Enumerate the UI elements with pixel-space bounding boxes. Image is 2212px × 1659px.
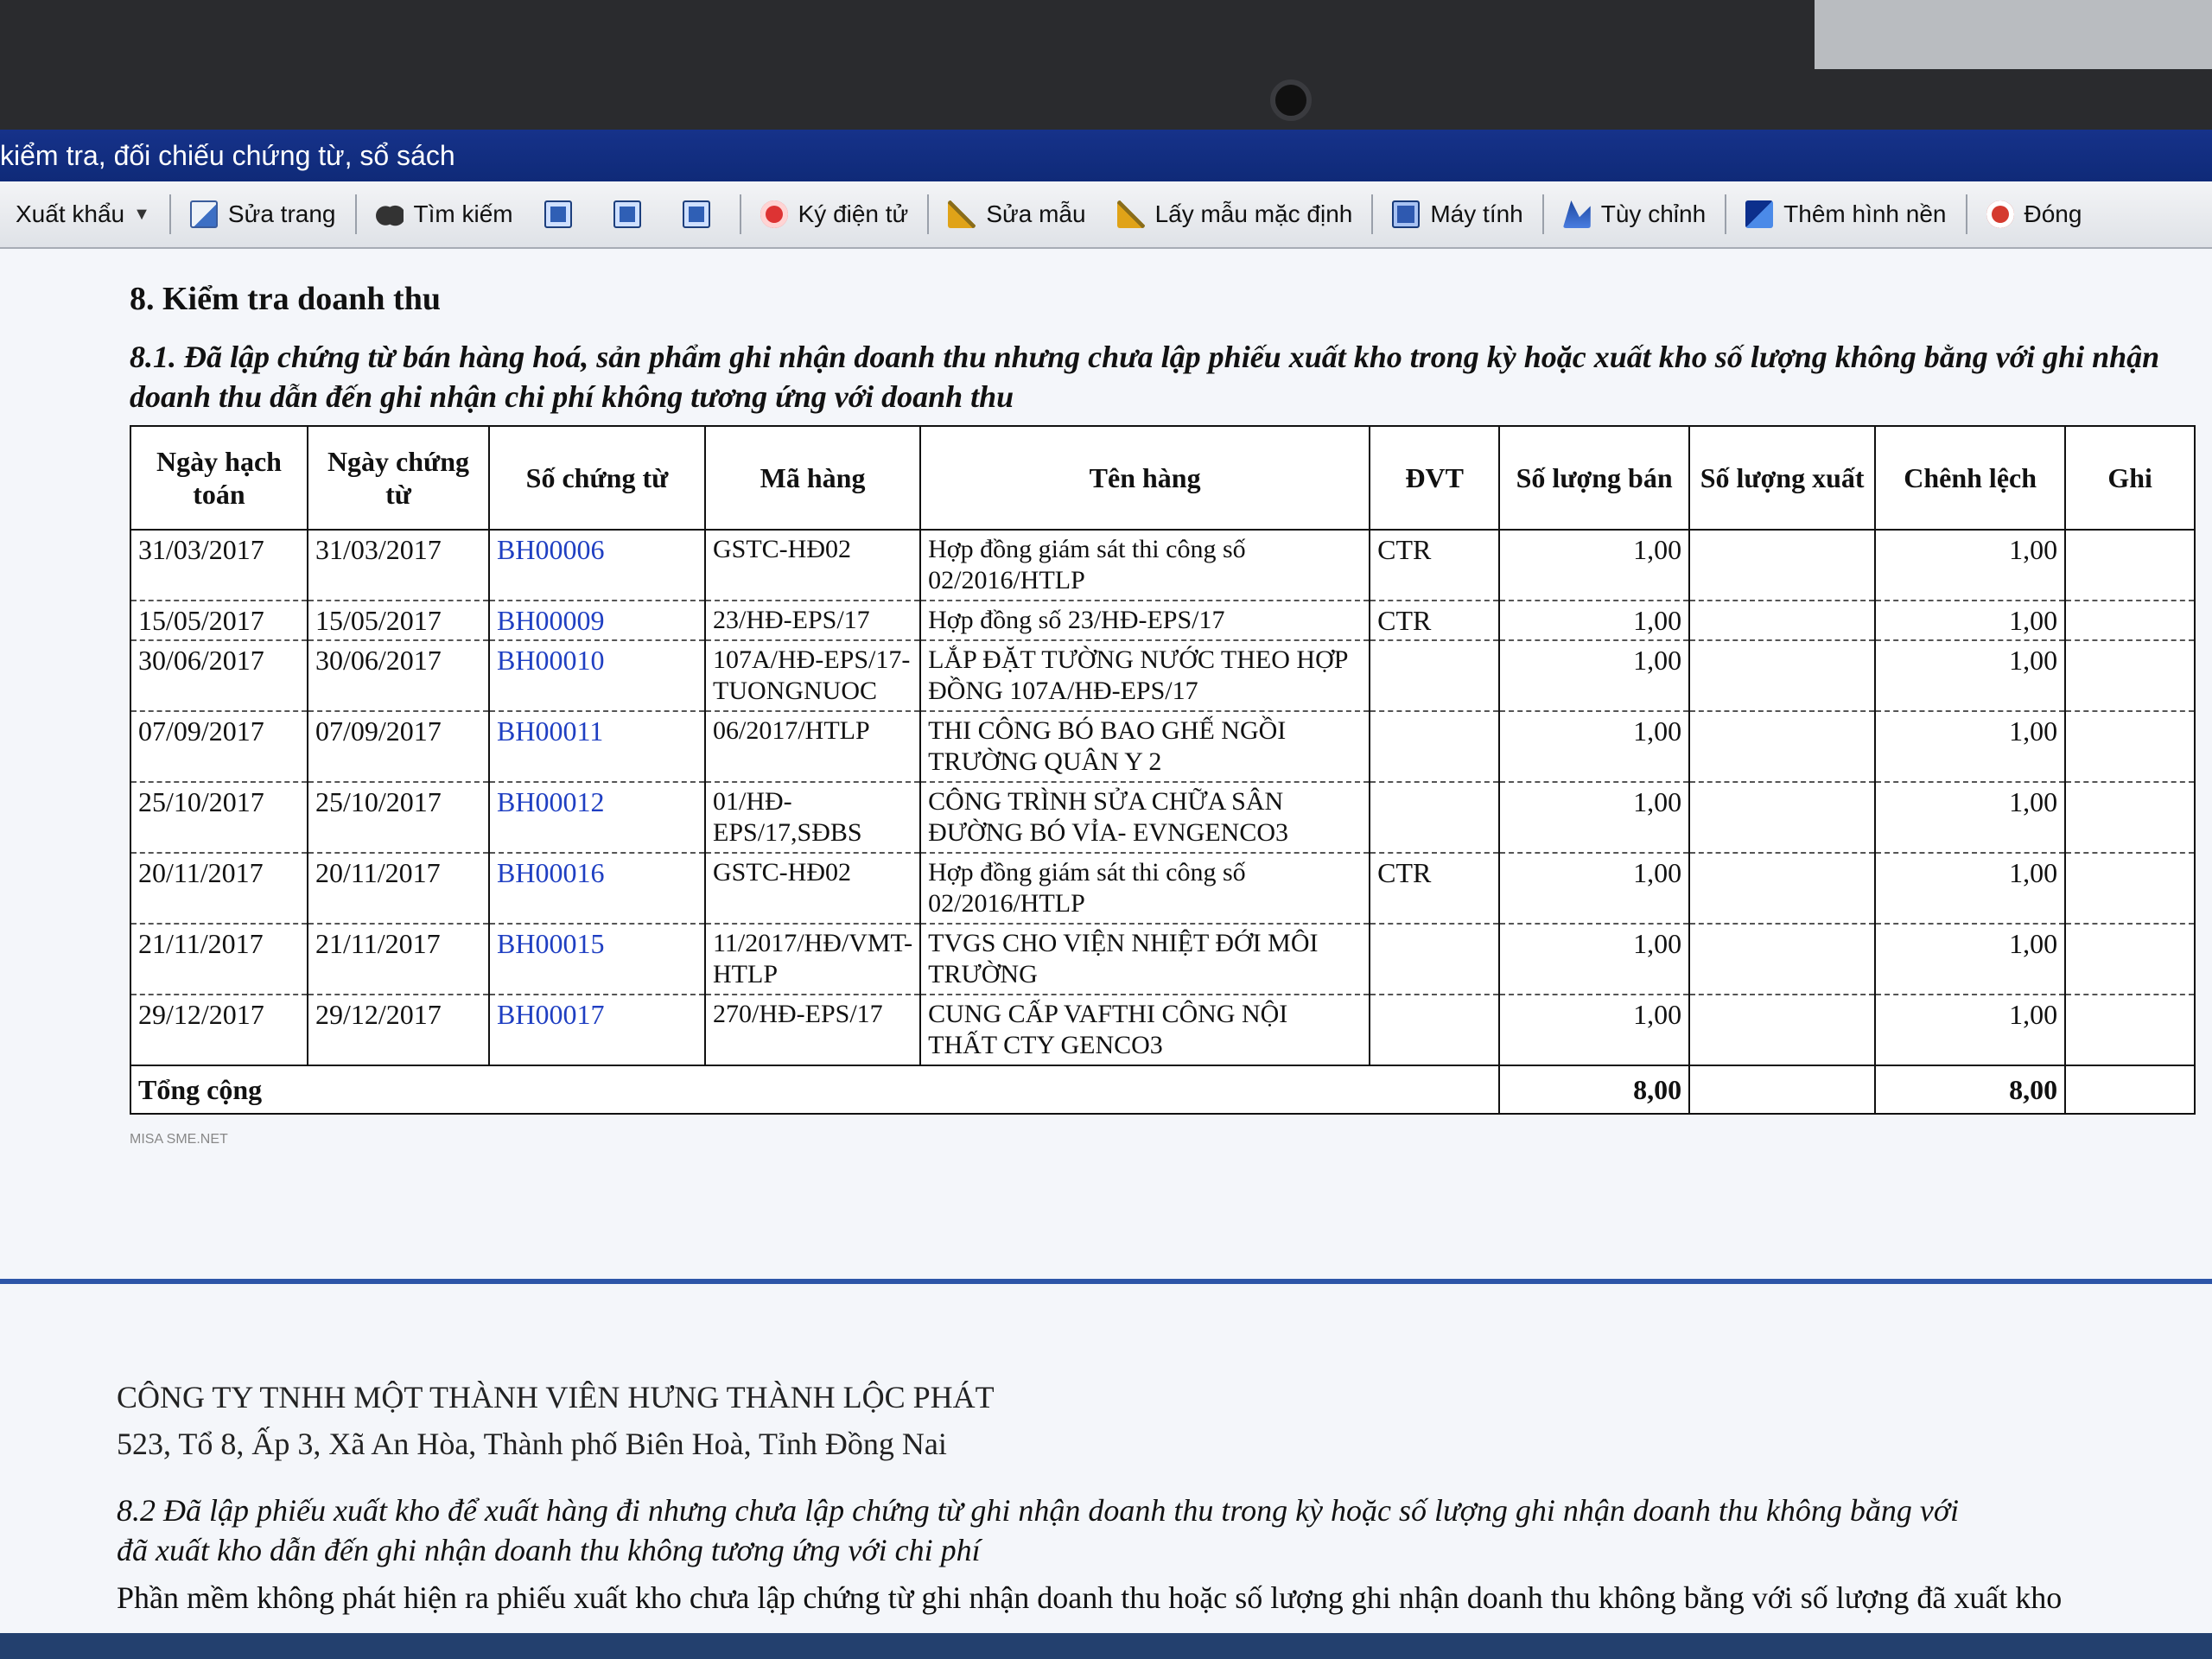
cell-note [2065, 853, 2195, 924]
total-qty-out [1689, 1065, 1875, 1114]
subsection-title: 8.1. Đã lập chứng từ bán hàng hoá, sản phẩm ghi nhận doanh thu nhưng chưa lập phiếu xuất kho trong kỳ hoặc xuất kho số lượng không bằng với ghi nhận doanh thu dẫn đến ghi nhận chi phí không tương ứng với doanh thu [130, 340, 2160, 414]
column-header: Chênh lệch [1875, 426, 2065, 530]
page-divider [0, 1279, 2212, 1284]
single-page-icon [613, 200, 641, 228]
cell-doc-date: 29/12/2017 [308, 995, 489, 1065]
company-name: CÔNG TY TNHH MỘT THÀNH VIÊN HƯNG THÀNH LỘC PHÁT [117, 1380, 995, 1414]
toolbar-separator [1371, 194, 1373, 234]
edit-template-button[interactable] [932, 190, 1101, 238]
webcam-icon [1270, 79, 1312, 121]
cell-posting-date: 07/09/2017 [130, 711, 308, 782]
cell-doc-no[interactable]: BH00009 [489, 601, 705, 640]
revenue-check-table [130, 425, 2196, 1115]
cell-note [2065, 711, 2195, 782]
total-row [130, 1065, 2195, 1114]
page-view-button-3[interactable] [667, 190, 736, 238]
edit-page-button[interactable] [175, 190, 352, 238]
search-label: Tìm kiếm [413, 200, 513, 227]
cell-posting-date: 30/06/2017 [130, 640, 308, 711]
pencil-icon [1117, 200, 1145, 228]
cell-diff: 1,00 [1875, 711, 2065, 782]
close-icon [1986, 200, 2014, 228]
total-label: Tổng cộng [130, 1065, 1499, 1114]
cell-doc-no[interactable]: BH00006 [489, 530, 705, 601]
cell-note [2065, 530, 2195, 601]
toolbar-separator [355, 194, 357, 234]
pencil-icon [948, 200, 976, 228]
cell-diff: 1,00 [1875, 924, 2065, 995]
cell-doc-no[interactable]: BH00012 [489, 782, 705, 853]
cell-diff: 1,00 [1875, 530, 2065, 601]
cell-unit: CTR [1370, 601, 1499, 640]
cell-posting-date: 25/10/2017 [130, 782, 308, 853]
cell-item-code: 23/HĐ-EPS/17 [705, 601, 920, 640]
cell-qty-sold: 1,00 [1499, 530, 1689, 601]
default-template-label: Lấy mẫu mặc định [1154, 200, 1353, 227]
edit-icon [190, 200, 218, 228]
cell-qty-out [1689, 995, 1875, 1065]
table-body [130, 530, 2195, 1114]
column-header: Tên hàng [920, 426, 1370, 530]
binoculars-icon [376, 200, 404, 228]
column-header: Số lượng bán [1499, 426, 1689, 530]
customize-icon [1563, 200, 1591, 228]
table-row [130, 924, 2195, 995]
e-sign-button[interactable] [745, 190, 925, 238]
page-view-icon [544, 200, 572, 228]
toolbar-separator [1966, 194, 1967, 234]
table-row [130, 530, 2195, 601]
section-82-line-2: đã xuất kho dẫn đến ghi nhận doanh thu không tương ứng với chi phí [117, 1533, 981, 1567]
company-info [117, 1374, 995, 1467]
e-sign-label: Ký điện tử [798, 200, 909, 227]
cell-posting-date: 20/11/2017 [130, 853, 308, 924]
column-header: Ngày chứng từ [308, 426, 489, 530]
cell-diff: 1,00 [1875, 782, 2065, 853]
toolbar-separator [740, 194, 741, 234]
column-header: Mã hàng [705, 426, 920, 530]
column-header: Số chứng từ [489, 426, 705, 530]
section-title: 8. Kiểm tra doanh thu [130, 281, 441, 317]
section-82-note: Phần mềm không phát hiện ra phiếu xuất kho chưa lập chứng từ ghi nhận doanh thu hoặc số lượng ghi nhận doanh thu không bằng với số lượng đã xuất kho [117, 1580, 2063, 1615]
cell-item-code: GSTC-HĐ02 [705, 853, 920, 924]
table-header-row [130, 426, 2195, 530]
cell-unit [1370, 640, 1499, 711]
cell-unit [1370, 782, 1499, 853]
total-diff: 8,00 [1875, 1065, 2065, 1114]
cell-qty-out [1689, 711, 1875, 782]
add-background-label: Thêm hình nền [1783, 200, 1947, 227]
calculator-label: Máy tính [1430, 200, 1523, 227]
cell-note [2065, 601, 2195, 640]
cell-item-code: GSTC-HĐ02 [705, 530, 920, 601]
cell-item-name: Hợp đồng số 23/HĐ-EPS/17 [920, 601, 1370, 640]
report-caption: MISA SME.NET [130, 1132, 228, 1147]
customize-label: Tùy chỉnh [1600, 200, 1707, 227]
cell-doc-date: 20/11/2017 [308, 853, 489, 924]
cell-doc-date: 07/09/2017 [308, 711, 489, 782]
toolbar-separator [1725, 194, 1726, 234]
calculator-icon [1392, 200, 1420, 228]
table-row [130, 601, 2195, 640]
cell-doc-no[interactable]: BH00017 [489, 995, 705, 1065]
cell-unit [1370, 995, 1499, 1065]
chevron-down-icon: ▼ [133, 204, 150, 224]
table-row [130, 640, 2195, 711]
table-row [130, 995, 2195, 1065]
total-note [2065, 1065, 2195, 1114]
background-image-icon [1745, 200, 1773, 228]
cell-qty-sold: 1,00 [1499, 924, 1689, 995]
cell-item-code: 11/2017/HĐ/VMT-HTLP [705, 924, 920, 995]
signature-icon [760, 200, 788, 228]
cell-diff: 1,00 [1875, 601, 2065, 640]
close-button[interactable] [1971, 190, 2098, 238]
cell-item-name: LẮP ĐẶT TƯỜNG NƯỚC THEO HỢP ĐỒNG 107A/HĐ-EPS/17 [920, 640, 1370, 711]
column-header: Ghi [2065, 426, 2195, 530]
company-address: 523, Tổ 8, Ấp 3, Xã An Hòa, Thành phố Biên Hoà, Tỉnh Đồng Nai [117, 1427, 947, 1461]
edit-page-label: Sửa trang [227, 200, 336, 227]
cell-posting-date: 15/05/2017 [130, 601, 308, 640]
toolbar-separator [1542, 194, 1544, 234]
report-content [0, 249, 2212, 1147]
cell-doc-no[interactable]: BH00010 [489, 640, 705, 711]
cell-item-code: 01/HĐ-EPS/17,SĐBS [705, 782, 920, 853]
cell-unit [1370, 924, 1499, 995]
cell-posting-date: 31/03/2017 [130, 530, 308, 601]
customize-button[interactable] [1548, 190, 1721, 238]
table-row [130, 853, 2195, 924]
taskbar [0, 1633, 2212, 1659]
cell-unit: CTR [1370, 853, 1499, 924]
cell-note [2065, 924, 2195, 995]
total-qty-sold: 8,00 [1499, 1065, 1689, 1114]
section-82-title [117, 1491, 2190, 1570]
window-title: kiểm tra, đối chiếu chứng từ, sổ sách [0, 130, 2212, 181]
cell-doc-date: 15/05/2017 [308, 601, 489, 640]
cell-qty-out [1689, 530, 1875, 601]
cell-qty-out [1689, 601, 1875, 640]
page-view-button-1[interactable] [529, 190, 598, 238]
cell-note [2065, 782, 2195, 853]
cell-item-name: CUNG CẤP VAFTHI CÔNG NỘI THẤT CTY GENCO3 [920, 995, 1370, 1065]
table-row [130, 782, 2195, 853]
edit-template-label: Sửa mẫu [986, 200, 1086, 227]
cell-qty-sold: 1,00 [1499, 601, 1689, 640]
cell-doc-no[interactable]: BH00016 [489, 853, 705, 924]
cell-item-name: THI CÔNG BÓ BAO GHẾ NGỒI TRƯỜNG QUÂN Y 2 [920, 711, 1370, 782]
cell-note [2065, 995, 2195, 1065]
cell-posting-date: 29/12/2017 [130, 995, 308, 1065]
toolbar [0, 181, 2212, 249]
multi-page-icon [683, 200, 710, 228]
cell-posting-date: 21/11/2017 [130, 924, 308, 995]
cell-diff: 1,00 [1875, 853, 2065, 924]
cell-qty-sold: 1,00 [1499, 711, 1689, 782]
cell-item-name: CÔNG TRÌNH SỬA CHỮA SÂN ĐƯỜNG BÓ VỈA- EVNGENCO3 [920, 782, 1370, 853]
cell-item-name: TVGS CHO VIỆN NHIỆT ĐỚI MÔI TRƯỜNG [920, 924, 1370, 995]
cell-diff: 1,00 [1875, 995, 2065, 1065]
cell-doc-date: 21/11/2017 [308, 924, 489, 995]
cell-qty-sold: 1,00 [1499, 782, 1689, 853]
search-button[interactable] [360, 190, 529, 238]
cell-item-name: Hợp đồng giám sát thi công số 02/2016/HTLP [920, 530, 1370, 601]
default-template-button[interactable] [1102, 190, 1369, 238]
column-header: ĐVT [1370, 426, 1499, 530]
section-82-line-1: 8.2 Đã lập phiếu xuất kho để xuất hàng đi nhưng chưa lập chứng từ ghi nhận doanh thu trong kỳ hoặc số lượng ghi nhận doanh thu không bằng với [117, 1493, 1960, 1528]
cell-unit [1370, 711, 1499, 782]
cell-qty-sold: 1,00 [1499, 853, 1689, 924]
cell-note [2065, 640, 2195, 711]
cell-doc-no[interactable]: BH00015 [489, 924, 705, 995]
cell-item-code: 06/2017/HTLP [705, 711, 920, 782]
cell-qty-out [1689, 782, 1875, 853]
toolbar-separator [169, 194, 171, 234]
column-header: Số lượng xuất [1689, 426, 1875, 530]
cell-qty-out [1689, 853, 1875, 924]
background-wall [1815, 0, 2212, 69]
export-label: Xuất khẩu [16, 200, 125, 227]
cell-qty-sold: 1,00 [1499, 995, 1689, 1065]
cell-doc-date: 25/10/2017 [308, 782, 489, 853]
cell-qty-out [1689, 924, 1875, 995]
add-background-button[interactable] [1730, 190, 1961, 238]
cell-qty-out [1689, 640, 1875, 711]
cell-doc-date: 31/03/2017 [308, 530, 489, 601]
cell-qty-sold: 1,00 [1499, 640, 1689, 711]
export-button[interactable] [0, 190, 166, 238]
toolbar-separator [927, 194, 929, 234]
calculator-button[interactable] [1376, 190, 1538, 238]
column-header: Ngày hạch toán [130, 426, 308, 530]
cell-item-code: 270/HĐ-EPS/17 [705, 995, 920, 1065]
cell-doc-date: 30/06/2017 [308, 640, 489, 711]
page-view-button-2[interactable] [598, 190, 667, 238]
table-row [130, 711, 2195, 782]
cell-item-code: 107A/HĐ-EPS/17-TUONGNUOC [705, 640, 920, 711]
cell-diff: 1,00 [1875, 640, 2065, 711]
cell-item-name: Hợp đồng giám sát thi công số 02/2016/HTLP [920, 853, 1370, 924]
cell-doc-no[interactable]: BH00011 [489, 711, 705, 782]
cell-unit: CTR [1370, 530, 1499, 601]
close-label: Đóng [2024, 200, 2082, 227]
